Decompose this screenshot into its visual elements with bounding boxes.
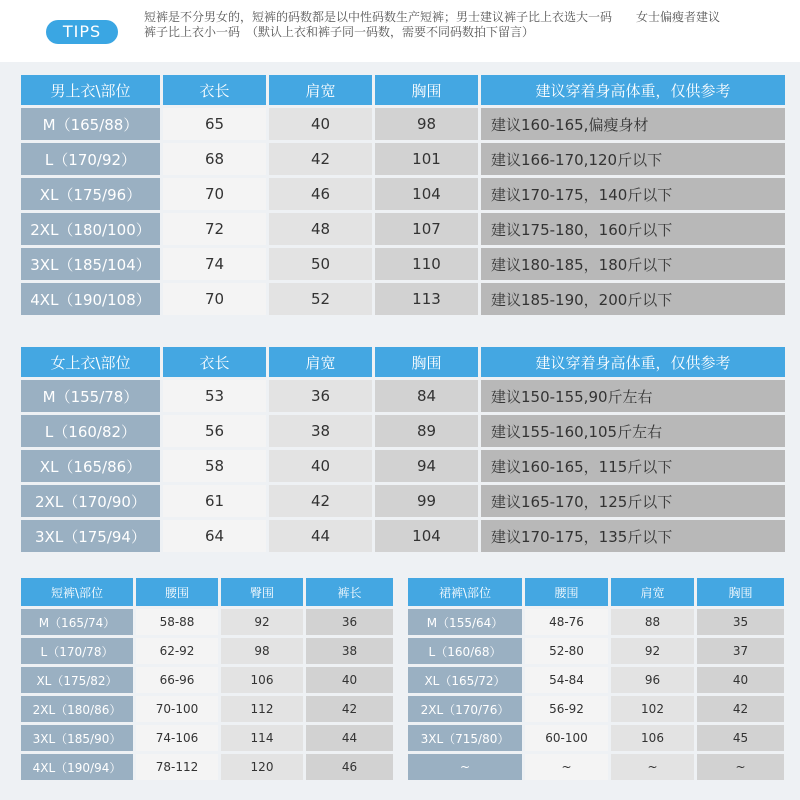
header-size: 男上衣\部位: [21, 75, 160, 105]
value-cell: 99: [375, 485, 478, 517]
value-cell: 36: [269, 380, 372, 412]
value-cell: 58-88: [136, 609, 218, 635]
value-cell: 53: [163, 380, 266, 412]
table-header-row: [21, 75, 785, 105]
value-cell: 98: [221, 638, 303, 664]
header-chest: 胸围: [375, 347, 478, 377]
recommendation-cell: 建议160-165,偏瘦身材: [481, 108, 785, 140]
size-cell: L（160/68）: [408, 638, 522, 664]
table-row: [21, 609, 393, 635]
recommendation-cell: 建议185-190，200斤以下: [481, 283, 785, 315]
value-cell: 46: [269, 178, 372, 210]
size-cell: L（170/92）: [21, 143, 160, 175]
table-row: [21, 380, 785, 412]
recommendation-cell: 建议180-185，180斤以下: [481, 248, 785, 280]
size-cell: M（165/88）: [21, 108, 160, 140]
value-cell: 107: [375, 213, 478, 245]
size-cell: 4XL（190/94）: [21, 754, 133, 780]
value-cell: ~: [697, 754, 784, 780]
size-cell: XL（175/82）: [21, 667, 133, 693]
value-cell: 112: [221, 696, 303, 722]
value-cell: 44: [269, 520, 372, 552]
value-cell: 68: [163, 143, 266, 175]
value-cell: 65: [163, 108, 266, 140]
shorts-size-table: [18, 575, 396, 783]
size-cell: M（155/64）: [408, 609, 522, 635]
size-cell: 3XL（185/104）: [21, 248, 160, 280]
value-cell: 38: [306, 638, 393, 664]
value-cell: 42: [269, 485, 372, 517]
value-cell: 54-84: [525, 667, 608, 693]
value-cell: 64: [163, 520, 266, 552]
value-cell: 58: [163, 450, 266, 482]
table-row: [21, 667, 393, 693]
table-row: [21, 638, 393, 664]
size-cell: XL（165/86）: [21, 450, 160, 482]
header-shoulder: 肩宽: [269, 347, 372, 377]
header-size: 短裤\部位: [21, 578, 133, 606]
table-row: [408, 667, 784, 693]
header-size: 裙裤\部位: [408, 578, 522, 606]
header-chest: 胸围: [375, 75, 478, 105]
value-cell: ~: [525, 754, 608, 780]
table-row: [21, 108, 785, 140]
value-cell: 74: [163, 248, 266, 280]
value-cell: 42: [306, 696, 393, 722]
size-cell: 3XL（175/94）: [21, 520, 160, 552]
value-cell: 106: [221, 667, 303, 693]
size-cell: 4XL（190/108）: [21, 283, 160, 315]
value-cell: 52-80: [525, 638, 608, 664]
value-cell: 42: [697, 696, 784, 722]
value-cell: 52: [269, 283, 372, 315]
value-cell: 37: [697, 638, 784, 664]
header-shoulder: 肩宽: [269, 75, 372, 105]
value-cell: 70-100: [136, 696, 218, 722]
value-cell: 114: [221, 725, 303, 751]
value-cell: 38: [269, 415, 372, 447]
value-cell: 40: [306, 667, 393, 693]
value-cell: 102: [611, 696, 694, 722]
value-cell: 40: [269, 450, 372, 482]
size-cell: 2XL（170/90）: [21, 485, 160, 517]
table-row: [21, 213, 785, 245]
size-cell: ~: [408, 754, 522, 780]
table-row: [408, 638, 784, 664]
skirt-pants-size-table: [405, 575, 787, 783]
size-cell: 2XL（180/86）: [21, 696, 133, 722]
value-cell: 104: [375, 178, 478, 210]
table-row: [21, 520, 785, 552]
table-header-row: [408, 578, 784, 606]
value-cell: 94: [375, 450, 478, 482]
table-row: [408, 696, 784, 722]
table-row: [21, 696, 393, 722]
value-cell: 44: [306, 725, 393, 751]
value-cell: 72: [163, 213, 266, 245]
header-waist: 腰围: [136, 578, 218, 606]
table-row: [21, 143, 785, 175]
women-top-size-table: [18, 344, 788, 555]
tips-badge: TIPS: [46, 20, 118, 44]
value-cell: 61: [163, 485, 266, 517]
recommendation-cell: 建议170-175，135斤以下: [481, 520, 785, 552]
value-cell: 110: [375, 248, 478, 280]
table-row: [21, 754, 393, 780]
value-cell: ~: [611, 754, 694, 780]
header-length: 衣长: [163, 347, 266, 377]
value-cell: 70: [163, 283, 266, 315]
table-header-row: [21, 347, 785, 377]
value-cell: 88: [611, 609, 694, 635]
recommendation-cell: 建议150-155,90斤左右: [481, 380, 785, 412]
table-row: [408, 609, 784, 635]
header-length: 裤长: [306, 578, 393, 606]
header-recommendation: 建议穿着身高体重，仅供参考: [481, 347, 785, 377]
value-cell: 56-92: [525, 696, 608, 722]
value-cell: 50: [269, 248, 372, 280]
recommendation-cell: 建议175-180，160斤以下: [481, 213, 785, 245]
value-cell: 62-92: [136, 638, 218, 664]
value-cell: 101: [375, 143, 478, 175]
value-cell: 36: [306, 609, 393, 635]
size-cell: L（160/82）: [21, 415, 160, 447]
header-chest: 胸围: [697, 578, 784, 606]
men-top-size-table: [18, 72, 788, 318]
recommendation-cell: 建议166-170,120斤以下: [481, 143, 785, 175]
table-row: [21, 725, 393, 751]
table-header-row: [21, 578, 393, 606]
size-cell: 2XL（180/100）: [21, 213, 160, 245]
value-cell: 104: [375, 520, 478, 552]
value-cell: 74-106: [136, 725, 218, 751]
value-cell: 84: [375, 380, 478, 412]
header-recommendation: 建议穿着身高体重，仅供参考: [481, 75, 785, 105]
table-row: [21, 248, 785, 280]
header-length: 衣长: [163, 75, 266, 105]
header-waist: 腰围: [525, 578, 608, 606]
value-cell: 40: [269, 108, 372, 140]
value-cell: 92: [611, 638, 694, 664]
table-row: [21, 283, 785, 315]
value-cell: 35: [697, 609, 784, 635]
value-cell: 40: [697, 667, 784, 693]
size-cell: 2XL（170/76）: [408, 696, 522, 722]
tips-text: 短裤是不分男女的，短裤的码数都是以中性码数生产短裤；男士建议裤子比上衣选大一码 女士偏瘦者建议裤子比上衣小一码 （默认上衣和裤子同一码数，需要不同码数拍下留言）: [144, 10, 721, 39]
value-cell: 96: [611, 667, 694, 693]
value-cell: 66-96: [136, 667, 218, 693]
size-cell: 3XL（715/80）: [408, 725, 522, 751]
size-cell: 3XL（185/90）: [21, 725, 133, 751]
table-row: [408, 754, 784, 780]
table-row: [21, 485, 785, 517]
recommendation-cell: 建议160-165，115斤以下: [481, 450, 785, 482]
header-hip: 臀围: [221, 578, 303, 606]
table-row: [21, 415, 785, 447]
value-cell: 70: [163, 178, 266, 210]
table-row: [21, 450, 785, 482]
header-size: 女上衣\部位: [21, 347, 160, 377]
value-cell: 56: [163, 415, 266, 447]
value-cell: 113: [375, 283, 478, 315]
header-shoulder: 肩宽: [611, 578, 694, 606]
recommendation-cell: 建议170-175，140斤以下: [481, 178, 785, 210]
value-cell: 120: [221, 754, 303, 780]
value-cell: 45: [697, 725, 784, 751]
recommendation-cell: 建议155-160,105斤左右: [481, 415, 785, 447]
table-row: [408, 725, 784, 751]
value-cell: 42: [269, 143, 372, 175]
value-cell: 48-76: [525, 609, 608, 635]
size-cell: XL（165/72）: [408, 667, 522, 693]
value-cell: 46: [306, 754, 393, 780]
value-cell: 60-100: [525, 725, 608, 751]
value-cell: 48: [269, 213, 372, 245]
size-cell: XL（175/96）: [21, 178, 160, 210]
value-cell: 92: [221, 609, 303, 635]
size-cell: M（165/74）: [21, 609, 133, 635]
size-cell: M（155/78）: [21, 380, 160, 412]
value-cell: 106: [611, 725, 694, 751]
value-cell: 89: [375, 415, 478, 447]
value-cell: 78-112: [136, 754, 218, 780]
recommendation-cell: 建议165-170，125斤以下: [481, 485, 785, 517]
value-cell: 98: [375, 108, 478, 140]
size-cell: L（170/78）: [21, 638, 133, 664]
table-row: [21, 178, 785, 210]
